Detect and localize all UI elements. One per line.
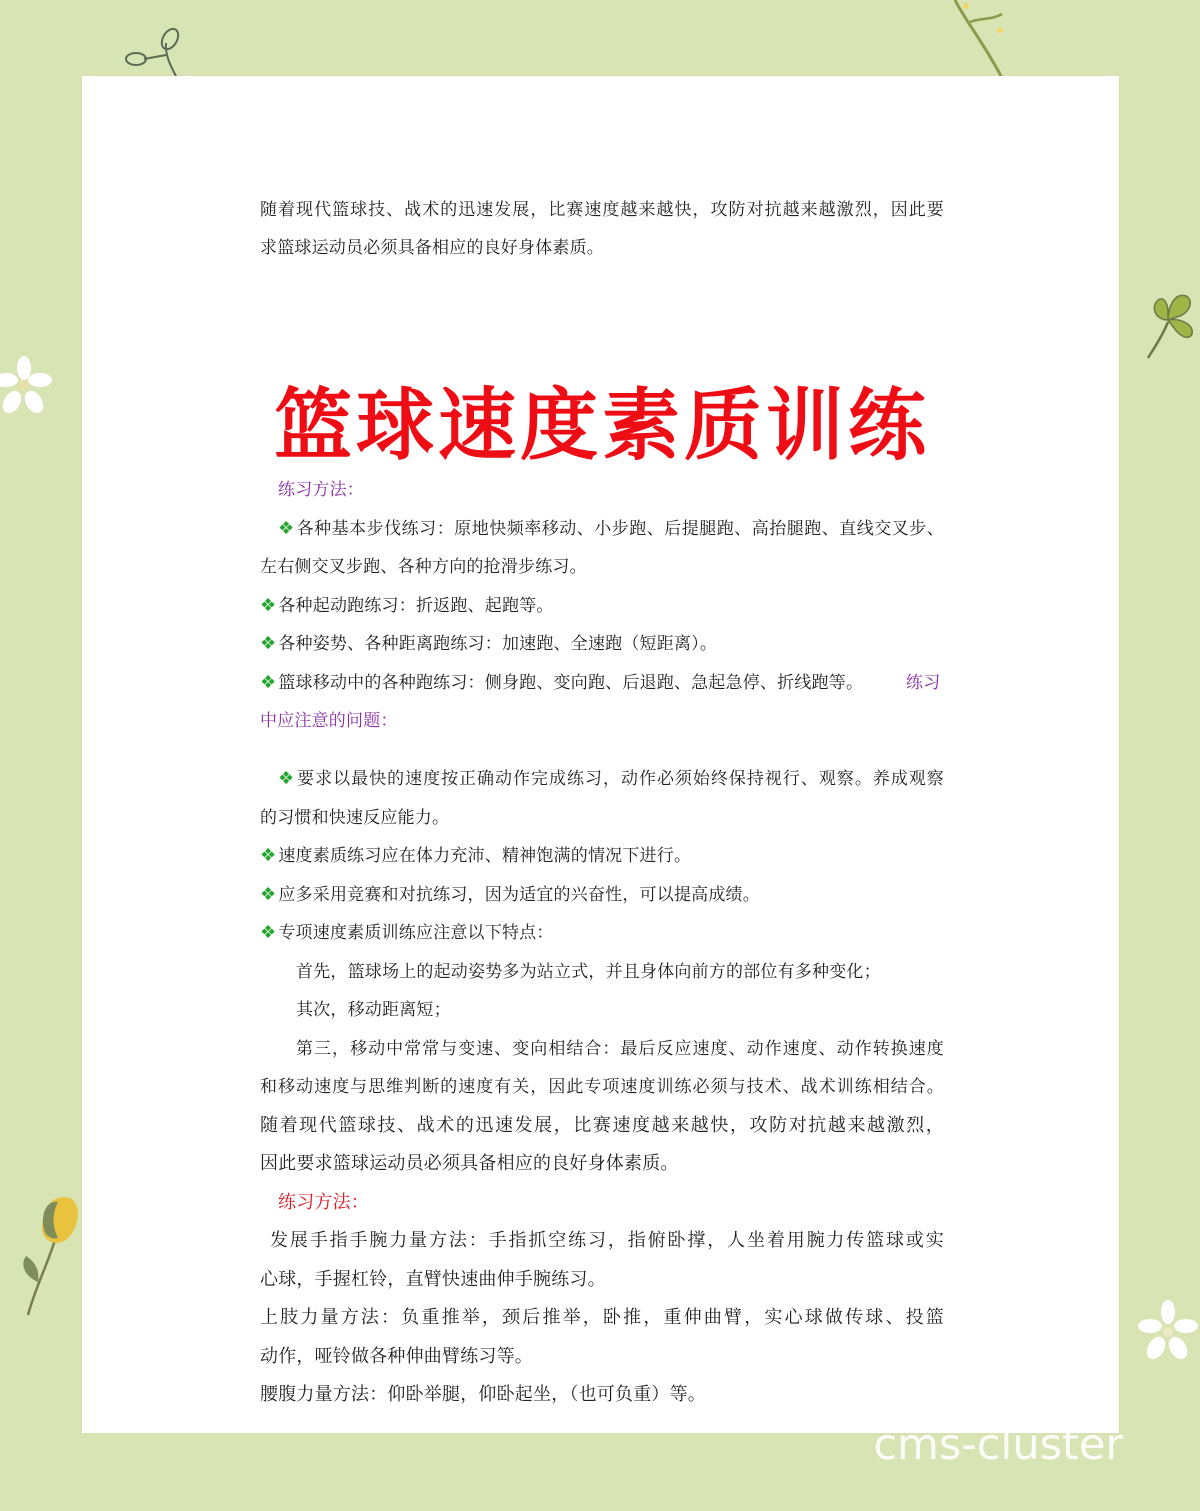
section-heading-notes-part1: 练习	[906, 673, 941, 693]
feature-line-5: 随着现代篮球技、战术的迅速发展，比赛速度越来越快，攻防对抗越来越激烈，	[260, 1115, 944, 1136]
intro-line-1: 随着现代篮球技、战术的迅速发展，比赛速度越来越快，攻防对抗越来越激烈，因此要	[260, 200, 944, 220]
section-heading-practice-2: 练习方法：	[278, 1192, 369, 1213]
feature-line-2: 其次，移动距离短；	[296, 1000, 451, 1020]
tulip-left-icon	[18, 1190, 84, 1320]
branch-top-right-icon	[940, 0, 1020, 80]
bullet-icon: ❖	[260, 633, 277, 654]
strength-line-1: 发展手指手腕力量方法：手指抓空练习，指俯卧撑，人坐着用腕力传篮球或实	[270, 1230, 944, 1251]
strength-line-4: 动作，哑铃做各种伸曲臂练习等。	[260, 1346, 533, 1367]
feature-line-4: 和移动速度与思维判断的速度有关，因此专项速度训练必须与技术、战术训练相结合。	[260, 1077, 944, 1097]
document-title: 篮球速度素质训练	[273, 380, 930, 471]
notes-line-1: ❖ 要求以最快的速度按正确动作完成练习，动作必须始终保持视行、观察。养成观察	[278, 768, 945, 789]
feature-line-1: 首先，篮球场上的起动姿势多为站立式，并且身体向前方的部位有多种变化；	[296, 962, 881, 982]
bullet-icon: ❖	[278, 518, 295, 539]
practice-line-2: 左右侧交叉步跑、各种方向的抢滑步练习。	[260, 557, 587, 577]
bullet-icon: ❖	[260, 884, 277, 905]
intro-line-2: 求篮球运动员必须具备相应的良好身体素质。	[260, 238, 604, 258]
document-page	[82, 76, 1119, 1433]
notes-line-4: ❖ 应多采用竞赛和对抗练习，因为适宜的兴奋性，可以提高成绩。	[260, 884, 760, 905]
notes-line-3: ❖ 速度素质练习应在体力充沛、精神饱满的情况下进行。	[260, 845, 692, 866]
bullet-icon: ❖	[260, 845, 277, 866]
practice-line-1: ❖ 各种基本步伐练习：原地快频率移动、小步跑、后提腿跑、高抬腿跑、直线交叉步、	[278, 518, 945, 539]
bullet-icon: ❖	[260, 595, 277, 616]
practice-line-3: ❖ 各种起动跑练习：折返跑、起跑等。	[260, 595, 554, 616]
flower-left-icon	[0, 356, 56, 420]
practice-line-5: ❖ 篮球移动中的各种跑练习：侧身跑、变向跑、后退跑、急起急停、折线跑等。	[260, 672, 864, 693]
clover-right-icon	[1140, 282, 1200, 362]
bullet-icon: ❖	[278, 768, 296, 789]
bullet-icon: ❖	[260, 672, 277, 693]
watermark: cms-cluster	[873, 1420, 1123, 1470]
section-heading-notes-part2: 中应注意的问题：	[260, 711, 398, 731]
notes-line-2: 的习惯和快速反应能力。	[260, 808, 450, 828]
strength-line-5: 腰腹力量方法：仰卧举腿，仰卧起坐，（也可负重）等。	[260, 1384, 706, 1405]
practice-line-4: ❖ 各种姿势、各种距离跑练习：加速跑、全速跑（短距离）。	[260, 633, 718, 654]
flower-bottom-right-icon	[1138, 1300, 1200, 1364]
strength-line-3: 上肢力量方法：负重推举，颈后推举，卧推，重伸曲臂，实心球做传球、投篮	[260, 1307, 944, 1328]
strength-line-2: 心球，手握杠铃，直臂快速曲伸手腕练习。	[260, 1269, 606, 1290]
feature-line-3: 第三，移动中常常与变速、变向相结合：最后反应速度、动作速度、动作转换速度	[296, 1039, 944, 1059]
feature-line-6: 因此要求篮球运动员必须具备相应的良好身体素质。	[260, 1153, 679, 1174]
notes-line-5: ❖ 专项速度素质训练应注意以下特点：	[260, 922, 554, 943]
bullet-icon: ❖	[260, 922, 277, 943]
section-heading-practice: 练习方法：	[278, 480, 364, 500]
